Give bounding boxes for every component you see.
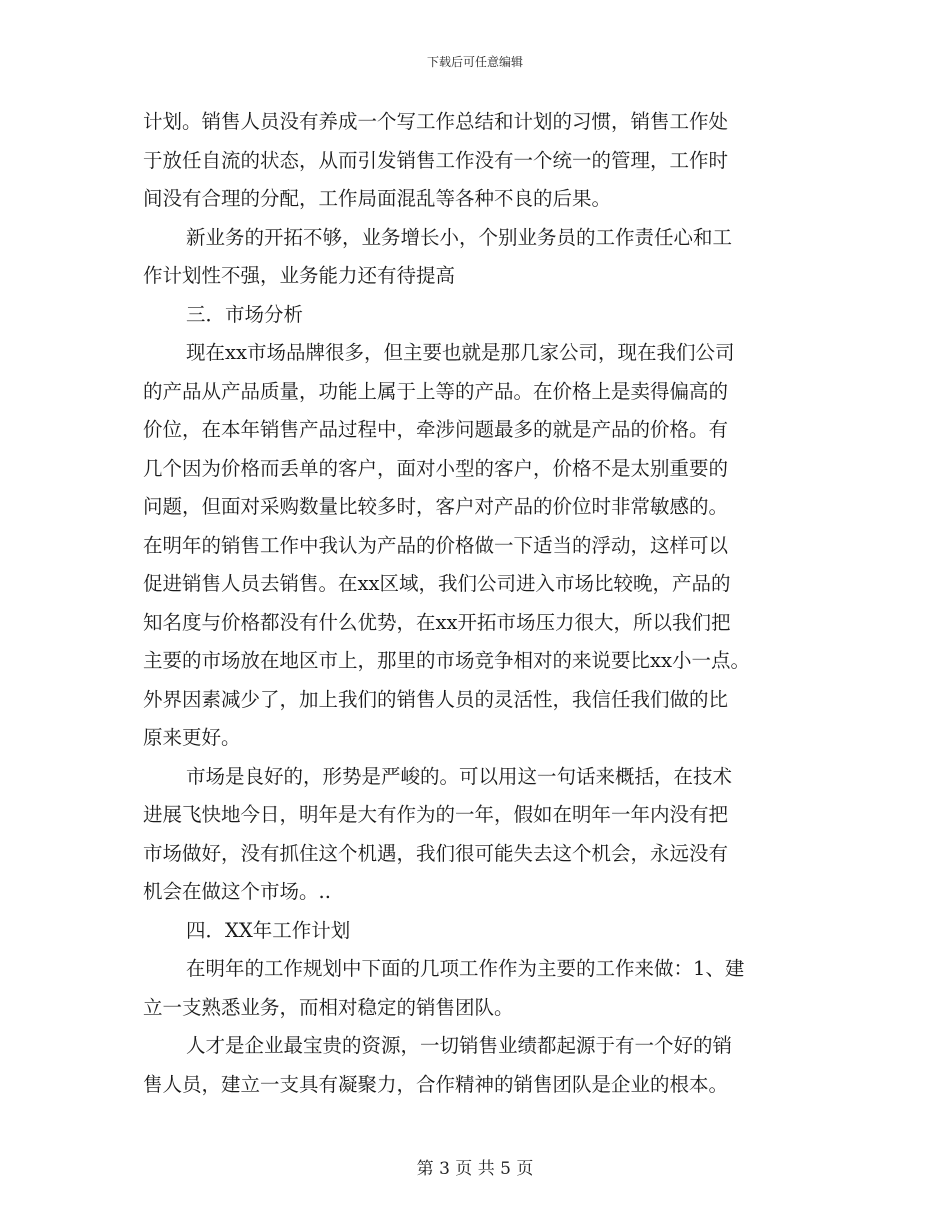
text-line: 现在xx市场品牌很多，但主要也就是那几家公司，现在我们公司 [186,341,735,364]
text-line: 新业务的开拓不够，业务增长小，个别业务员的工作责任心和工 [186,225,733,249]
text-line: 进展飞快地今日，明年是大有作为的一年，假如在明年一年内没有把 [143,803,729,826]
text-line: 售人员，建立一支具有凝聚力，合作精神的销售团队是企业的根本。 [143,1072,729,1096]
text-line: 于放任自流的状态，从而引发销售工作没有一个统一的管理，工作时 [143,148,729,172]
text-line: 四．XX年工作计划 [186,918,351,942]
text-line: 几个因为价格而丢单的客户，面对小型的客户，价格不是太别重要的 [143,456,729,480]
text-line: 三．市场分析 [186,302,304,326]
text-line: 人才是企业最宝贵的资源，一切销售业绩都起源于有一个好的销 [186,1034,733,1057]
text-line: 知名度与价格都没有什么优势，在xx开拓市场压力很大，所以我们把 [143,610,731,634]
text-line: 价位，在本年销售产品过程中，牵涉问题最多的就是产品的价格。有 [143,418,729,441]
text-line: 促进销售人员去销售。在xx区域，我们公司进入市场比较晚，产品的 [143,572,731,595]
text-line: 机会在做这个市场。.. [143,880,331,903]
text-line: 在明年的销售工作中我认为产品的价格做一下适当的浮动，这样可以 [143,533,729,557]
text-line: 原来更好。 [143,726,241,749]
text-line: 计划。销售人员没有养成一个写工作总结和计划的习惯，销售工作处 [143,110,729,133]
page-header: 下载后可任意编辑 [426,55,523,69]
text-line: 主要的市场放在地区市上，那里的市场竞争相对的来说要比xx小一点。 [143,649,750,672]
text-line: 间没有合理的分配，工作局面混乱等各种不良的后果。 [143,187,612,210]
text-line: 立一支熟悉业务，而相对稳定的销售团队。 [143,995,514,1019]
document-body [143,103,823,1104]
text-line: 的产品从产品质量，功能上属于上等的产品。在价格上是卖得偏高的 [143,379,729,403]
text-line: 作计划性不强，业务能力还有待提高 [143,264,456,287]
page-footer: 第 3 页 共 5 页 [416,1159,534,1179]
text-line: 外界因素减少了，加上我们的销售人员的灵活性，我信任我们做的比 [143,687,729,711]
text-line: 市场做好，没有抓住这个机遇，我们很可能失去这个机会，永远没有 [143,841,729,865]
text-line: 问题，但面对采购数量比较多时，客户对产品的价位时非常敏感的。 [143,495,729,518]
text-line: 市场是良好的，形势是严峻的。可以用这一句话来概括，在技术 [186,764,733,788]
text-line: 在明年的工作规划中下面的几项工作作为主要的工作来做：1、建 [186,957,745,980]
